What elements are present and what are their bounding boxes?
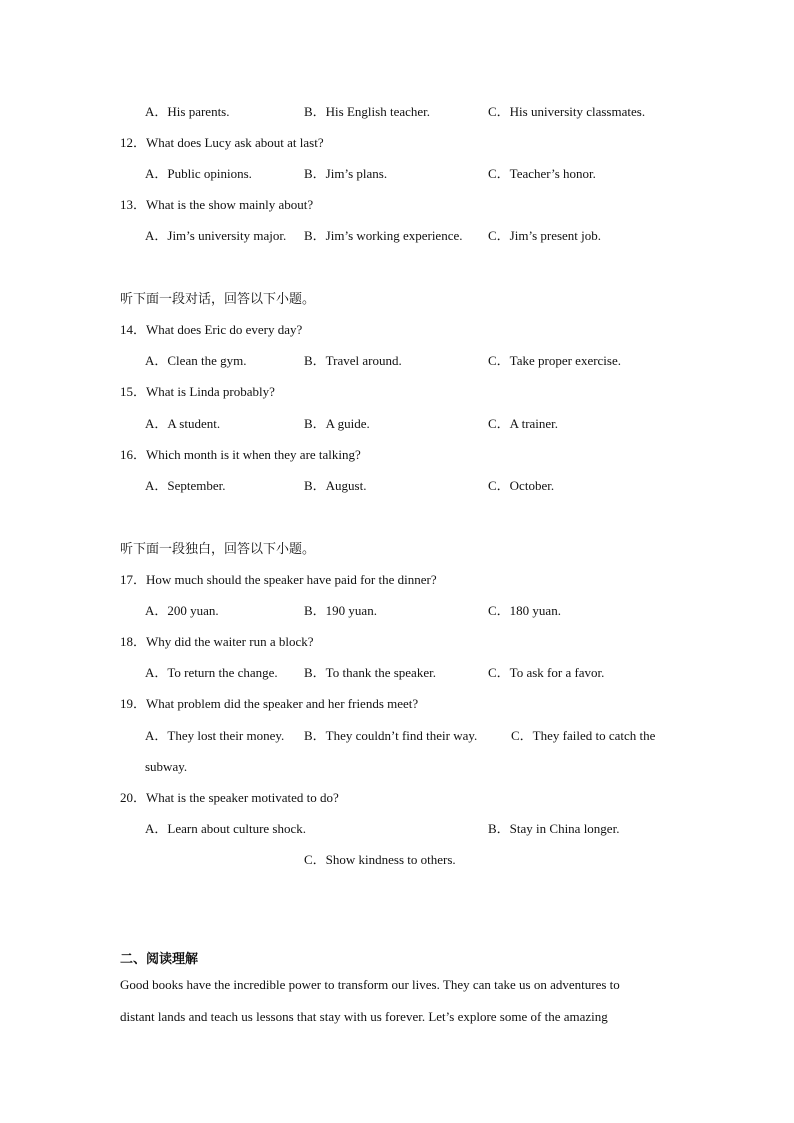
q20-option-c: C．Show kindness to others.: [304, 852, 456, 867]
q11-option-a: A．His parents.: [145, 104, 230, 119]
q13-option-a: A．Jim’s university major.: [145, 228, 287, 243]
q12-question: 12．What does Lucy ask about at last?: [120, 135, 324, 150]
q13-question: 13．What is the show mainly about?: [120, 197, 314, 212]
q19-option-b: B．They couldn’t find their way.: [304, 728, 478, 743]
q15-option-b: B．A guide.: [304, 416, 370, 431]
q12-option-a: A．Public opinions.: [145, 166, 252, 181]
q19-question: 19．What problem did the speaker and her friends meet?: [120, 696, 419, 711]
q18-option-a: A．To return the change.: [145, 665, 278, 680]
q19-option-c-continuation: subway.: [145, 759, 188, 774]
q16-option-b: B．August.: [304, 478, 367, 493]
reading-paragraph-line-1: Good books have the incredible power to transform our lives. They can take us on adventures to: [120, 977, 620, 992]
q20-option-b: B．Stay in China longer.: [488, 821, 620, 836]
q13-option-b: B．Jim’s working experience.: [304, 228, 463, 243]
q17-option-a: A．200 yuan.: [145, 603, 219, 618]
q14-option-c: C．Take proper exercise.: [488, 353, 622, 368]
q17-option-b: B．190 yuan.: [304, 603, 377, 618]
reading-heading: 二、阅读理解: [120, 951, 199, 966]
q13-option-c: C．Jim’s present job.: [488, 228, 602, 243]
section-monologue-instruction: 听下面一段独白，回答以下小题。: [120, 541, 316, 556]
q14-option-a: A．Clean the gym.: [145, 353, 247, 368]
q12-option-b: B．Jim’s plans.: [304, 166, 388, 181]
section-dialogue-instruction: 听下面一段对话，回答以下小题。: [120, 291, 316, 306]
reading-paragraph-line-2: distant lands and teach us lessons that stay with us forever. Let’s explore some of the amazing: [120, 1009, 608, 1024]
q15-question: 15．What is Linda probably?: [120, 384, 275, 399]
q18-option-c: C．To ask for a favor.: [488, 665, 605, 680]
q18-question: 18．Why did the waiter run a block?: [120, 634, 314, 649]
q15-option-a: A．A student.: [145, 416, 221, 431]
q11-option-c: C．His university classmates.: [488, 104, 646, 119]
q18-option-b: B．To thank the speaker.: [304, 665, 436, 680]
q19-option-a: A．They lost their money.: [145, 728, 285, 743]
q17-question: 17．How much should the speaker have paid for the dinner?: [120, 572, 437, 587]
q14-question: 14．What does Eric do every day?: [120, 322, 303, 337]
q16-option-a: A．September.: [145, 478, 226, 493]
q14-option-b: B．Travel around.: [304, 353, 402, 368]
q12-option-c: C．Teacher’s honor.: [488, 166, 596, 181]
q20-question: 20．What is the speaker motivated to do?: [120, 790, 339, 805]
q19-option-c: C．They failed to catch the: [511, 728, 656, 743]
q16-option-c: C．October.: [488, 478, 555, 493]
q17-option-c: C．180 yuan.: [488, 603, 561, 618]
q16-question: 16．Which month is it when they are talking?: [120, 447, 361, 462]
q15-option-c: C．A trainer.: [488, 416, 559, 431]
q11-option-b: B．His English teacher.: [304, 104, 431, 119]
q20-option-a: A．Learn about culture shock.: [145, 821, 307, 836]
